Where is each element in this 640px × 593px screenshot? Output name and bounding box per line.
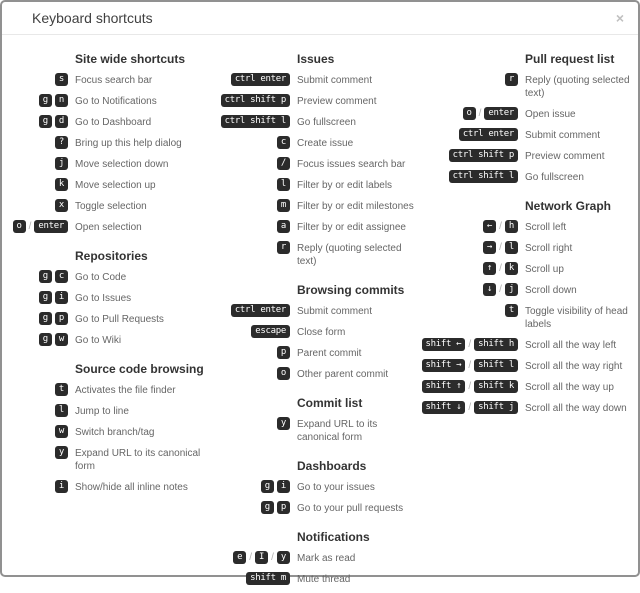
key: shift m bbox=[246, 572, 290, 585]
section-title: Site wide shortcuts bbox=[75, 52, 186, 66]
key: g bbox=[39, 333, 52, 346]
key: i bbox=[55, 480, 68, 493]
close-icon[interactable]: × bbox=[615, 10, 624, 26]
shortcut-description: Bring up this help dialog bbox=[75, 138, 182, 149]
shortcut-section bbox=[216, 530, 420, 586]
key: k bbox=[505, 262, 518, 275]
shortcut-description: Activates the file finder bbox=[75, 385, 176, 396]
key: k bbox=[55, 178, 68, 191]
shortcut-row bbox=[4, 178, 216, 192]
shortcut-section bbox=[420, 52, 638, 184]
key: shift k bbox=[474, 380, 518, 393]
shortcut-description: Reply (quoting selected text) bbox=[297, 243, 402, 267]
key-combo bbox=[216, 136, 290, 149]
key-combo bbox=[420, 338, 518, 351]
key: o bbox=[463, 107, 476, 120]
shortcut-row bbox=[216, 367, 420, 381]
key-combo bbox=[216, 304, 290, 317]
section-title: Notifications bbox=[297, 530, 370, 544]
shortcut-row bbox=[420, 283, 638, 297]
shortcut-row bbox=[4, 291, 216, 305]
key: ↓ bbox=[483, 283, 496, 296]
key-combo bbox=[4, 73, 68, 86]
section-title: Dashboards bbox=[297, 459, 367, 473]
shortcut-description: Go fullscreen bbox=[297, 117, 356, 128]
shortcut-row bbox=[216, 346, 420, 360]
shortcut-description: Other parent commit bbox=[297, 369, 389, 380]
key: ctrl enter bbox=[231, 73, 290, 86]
shortcut-description: Preview comment bbox=[525, 151, 605, 162]
shortcut-row bbox=[420, 149, 638, 163]
combo-separator: / bbox=[468, 402, 472, 413]
key-combo bbox=[216, 199, 290, 212]
key: escape bbox=[251, 325, 290, 338]
key-combo bbox=[216, 572, 290, 585]
shortcut-description: Open selection bbox=[75, 222, 142, 233]
shortcut-row bbox=[4, 480, 216, 494]
key: y bbox=[277, 551, 290, 564]
shortcut-row bbox=[216, 304, 420, 318]
key-combo bbox=[420, 304, 518, 317]
key-combo bbox=[216, 417, 290, 430]
key: d bbox=[55, 115, 68, 128]
combo-separator: / bbox=[468, 360, 472, 371]
shortcut-row bbox=[216, 480, 420, 494]
key: / bbox=[277, 157, 290, 170]
shortcut-row bbox=[420, 262, 638, 276]
key-combo bbox=[216, 178, 290, 191]
key: x bbox=[55, 199, 68, 212]
key-combo bbox=[216, 551, 290, 564]
key: o bbox=[277, 367, 290, 380]
section-title: Commit list bbox=[297, 396, 363, 410]
shortcut-row bbox=[420, 338, 638, 352]
shortcut-description: Go to Notifications bbox=[75, 96, 157, 107]
key-combo bbox=[420, 107, 518, 120]
shortcut-row bbox=[4, 73, 216, 87]
shortcut-row bbox=[216, 241, 420, 268]
key: a bbox=[277, 220, 290, 233]
key-combo bbox=[4, 333, 68, 346]
key: → bbox=[483, 241, 496, 254]
shortcut-row bbox=[420, 107, 638, 121]
key-combo bbox=[4, 383, 68, 396]
shortcut-row bbox=[216, 199, 420, 213]
key-combo bbox=[4, 270, 68, 283]
key: w bbox=[55, 333, 68, 346]
shortcut-description: Scroll right bbox=[525, 243, 573, 254]
key: shift h bbox=[474, 338, 518, 351]
shortcut-row bbox=[216, 115, 420, 129]
combo-separator: / bbox=[499, 263, 502, 274]
key: ctrl shift l bbox=[449, 170, 518, 183]
key-combo bbox=[216, 480, 290, 493]
key-combo bbox=[420, 262, 518, 275]
key-combo bbox=[420, 220, 518, 233]
key-combo bbox=[4, 157, 68, 170]
shortcut-description: Show/hide all inline notes bbox=[75, 482, 188, 493]
key: ctrl shift p bbox=[449, 149, 518, 162]
section-title: Browsing commits bbox=[297, 283, 405, 297]
shortcut-description: Go to Issues bbox=[75, 293, 132, 304]
key: y bbox=[277, 417, 290, 430]
shortcut-row bbox=[4, 333, 216, 347]
key: o bbox=[13, 220, 26, 233]
shortcut-row bbox=[420, 220, 638, 234]
key: ↑ bbox=[483, 262, 496, 275]
key: g bbox=[261, 480, 274, 493]
key: enter bbox=[34, 220, 68, 233]
key-combo bbox=[4, 115, 68, 128]
combo-separator: / bbox=[468, 381, 472, 392]
shortcut-description: Go to Wiki bbox=[75, 335, 122, 346]
key: i bbox=[277, 480, 290, 493]
key: I bbox=[255, 551, 268, 564]
key-combo bbox=[420, 73, 518, 86]
key-combo bbox=[4, 291, 68, 304]
key-combo bbox=[420, 283, 518, 296]
key-combo bbox=[4, 446, 68, 459]
shortcut-description: Jump to line bbox=[75, 406, 129, 417]
shortcut-description: Go to Dashboard bbox=[75, 117, 152, 128]
key: ? bbox=[55, 136, 68, 149]
section-title: Source code browsing bbox=[75, 362, 204, 376]
shortcut-row bbox=[216, 572, 420, 586]
key: p bbox=[277, 346, 290, 359]
shortcut-row bbox=[4, 94, 216, 108]
shortcut-row bbox=[216, 157, 420, 171]
shortcut-row bbox=[216, 136, 420, 150]
key: ← bbox=[483, 220, 496, 233]
shortcut-description: Go to your issues bbox=[297, 482, 375, 493]
shortcut-description: Toggle selection bbox=[75, 201, 147, 212]
shortcut-row bbox=[4, 157, 216, 171]
combo-separator: / bbox=[499, 221, 502, 232]
key: ctrl enter bbox=[459, 128, 518, 141]
key-combo bbox=[216, 367, 290, 380]
shortcut-description: Filter by or edit assignee bbox=[297, 222, 406, 233]
key-combo bbox=[216, 346, 290, 359]
shortcut-description: Switch branch/tag bbox=[75, 427, 155, 438]
key: c bbox=[277, 136, 290, 149]
shortcut-section bbox=[4, 362, 216, 494]
shortcut-row bbox=[4, 115, 216, 129]
shortcut-description: Mute thread bbox=[297, 574, 351, 585]
key: shift j bbox=[474, 401, 518, 414]
key: shift ← bbox=[422, 338, 466, 351]
shortcut-row bbox=[216, 220, 420, 234]
key-combo bbox=[420, 359, 518, 372]
shortcut-row bbox=[4, 383, 216, 397]
key-combo bbox=[420, 241, 518, 254]
shortcut-section bbox=[4, 249, 216, 347]
shortcut-description: Scroll all the way left bbox=[525, 340, 617, 351]
section-title: Network Graph bbox=[525, 199, 612, 213]
shortcut-row bbox=[4, 220, 216, 234]
shortcut-description: Scroll up bbox=[525, 264, 564, 275]
key-combo bbox=[4, 136, 68, 149]
shortcut-section bbox=[4, 52, 216, 234]
key-combo bbox=[420, 170, 518, 183]
shortcut-description: Filter by or edit labels bbox=[297, 180, 393, 191]
key-combo bbox=[216, 115, 290, 128]
key: ctrl shift p bbox=[221, 94, 290, 107]
shortcut-description: Scroll left bbox=[525, 222, 567, 233]
key: c bbox=[55, 270, 68, 283]
combo-separator: / bbox=[478, 108, 482, 119]
key: l bbox=[55, 404, 68, 417]
shortcut-description: Scroll down bbox=[525, 285, 577, 296]
shortcut-description: Go to Code bbox=[75, 272, 127, 283]
key: shift l bbox=[474, 359, 518, 372]
dialog-body bbox=[2, 35, 638, 593]
key-combo bbox=[4, 312, 68, 325]
combo-separator: / bbox=[249, 552, 252, 563]
key: s bbox=[55, 73, 68, 86]
key: n bbox=[55, 94, 68, 107]
key: t bbox=[55, 383, 68, 396]
key-combo bbox=[216, 241, 290, 254]
key: p bbox=[277, 501, 290, 514]
key-combo bbox=[4, 178, 68, 191]
key: shift → bbox=[422, 359, 466, 372]
shortcut-description: Submit comment bbox=[525, 130, 601, 141]
key-combo bbox=[216, 220, 290, 233]
shortcut-description: Close form bbox=[297, 327, 346, 338]
section-title: Repositories bbox=[75, 249, 148, 263]
key: e bbox=[233, 551, 246, 564]
shortcut-row bbox=[420, 128, 638, 142]
key: j bbox=[55, 157, 68, 170]
key-combo bbox=[4, 480, 68, 493]
shortcuts-column-left bbox=[4, 52, 216, 593]
shortcut-row bbox=[4, 446, 216, 473]
shortcut-description: Filter by or edit milestones bbox=[297, 201, 414, 212]
key: p bbox=[55, 312, 68, 325]
key: ctrl enter bbox=[231, 304, 290, 317]
shortcut-row bbox=[216, 501, 420, 515]
key: g bbox=[39, 94, 52, 107]
key: l bbox=[277, 178, 290, 191]
section-title: Issues bbox=[297, 52, 335, 66]
shortcut-section bbox=[216, 459, 420, 515]
shortcut-row bbox=[216, 73, 420, 87]
shortcut-description: Scroll all the way right bbox=[525, 361, 623, 372]
shortcut-description: Go to Pull Requests bbox=[75, 314, 164, 325]
key: y bbox=[55, 446, 68, 459]
key-combo bbox=[216, 157, 290, 170]
key-combo bbox=[216, 501, 290, 514]
key: g bbox=[39, 312, 52, 325]
key-combo bbox=[4, 220, 68, 233]
key-combo bbox=[216, 325, 290, 338]
combo-separator: / bbox=[499, 242, 502, 253]
key-combo bbox=[420, 380, 518, 393]
key-combo bbox=[4, 94, 68, 107]
shortcuts-column-right bbox=[420, 52, 638, 593]
shortcut-row bbox=[4, 136, 216, 150]
shortcut-section bbox=[216, 283, 420, 381]
shortcut-description: Focus search bar bbox=[75, 75, 153, 86]
key-combo bbox=[420, 128, 518, 141]
shortcut-row bbox=[4, 312, 216, 326]
dialog-title: Keyboard shortcuts bbox=[32, 10, 153, 26]
shortcut-row bbox=[420, 73, 638, 100]
key: j bbox=[505, 283, 518, 296]
combo-separator: / bbox=[468, 339, 472, 350]
shortcut-description: Submit comment bbox=[297, 75, 373, 86]
shortcut-description: Expand URL to its canonical form bbox=[297, 419, 378, 443]
shortcut-row bbox=[420, 359, 638, 373]
shortcut-row bbox=[420, 380, 638, 394]
shortcut-row bbox=[216, 551, 420, 565]
shortcut-description: Create issue bbox=[297, 138, 354, 149]
shortcut-section bbox=[216, 52, 420, 268]
shortcut-row bbox=[216, 94, 420, 108]
shortcut-row bbox=[4, 270, 216, 284]
key: w bbox=[55, 425, 68, 438]
key: r bbox=[505, 73, 518, 86]
key: shift ↑ bbox=[422, 380, 466, 393]
key-combo bbox=[216, 73, 290, 86]
shortcut-description: Open issue bbox=[525, 109, 576, 120]
key: g bbox=[39, 115, 52, 128]
shortcut-row bbox=[420, 304, 638, 331]
shortcut-description: Scroll all the way up bbox=[525, 382, 614, 393]
key: i bbox=[55, 291, 68, 304]
key: enter bbox=[484, 107, 518, 120]
key-combo bbox=[4, 404, 68, 417]
shortcut-description: Move selection down bbox=[75, 159, 169, 170]
key-combo bbox=[216, 94, 290, 107]
shortcut-description: Toggle visibility of head labels bbox=[525, 306, 628, 330]
shortcut-description: Move selection up bbox=[75, 180, 156, 191]
shortcut-row bbox=[420, 401, 638, 415]
key-combo bbox=[420, 149, 518, 162]
shortcut-row bbox=[216, 417, 420, 444]
shortcut-description: Go to your pull requests bbox=[297, 503, 404, 514]
combo-separator: / bbox=[499, 284, 502, 295]
shortcut-description: Focus issues search bar bbox=[297, 159, 406, 170]
key: shift ↓ bbox=[422, 401, 466, 414]
shortcut-row bbox=[4, 425, 216, 439]
shortcut-row bbox=[4, 404, 216, 418]
shortcut-row bbox=[216, 178, 420, 192]
shortcut-section bbox=[420, 199, 638, 415]
shortcut-description: Reply (quoting selected text) bbox=[525, 75, 630, 99]
key-combo bbox=[4, 199, 68, 212]
key: g bbox=[39, 291, 52, 304]
shortcut-row bbox=[4, 199, 216, 213]
key: g bbox=[39, 270, 52, 283]
shortcut-description: Parent commit bbox=[297, 348, 362, 359]
shortcut-description: Mark as read bbox=[297, 553, 356, 564]
shortcut-description: Expand URL to its canonical form bbox=[75, 448, 201, 472]
combo-separator: / bbox=[28, 221, 32, 232]
shortcut-row bbox=[420, 170, 638, 184]
shortcut-row bbox=[420, 241, 638, 255]
key: h bbox=[505, 220, 518, 233]
shortcuts-column-middle bbox=[216, 52, 420, 593]
combo-separator: / bbox=[271, 552, 274, 563]
shortcut-description: Preview comment bbox=[297, 96, 377, 107]
key: m bbox=[277, 199, 290, 212]
shortcut-description: Scroll all the way down bbox=[525, 403, 627, 414]
shortcut-row bbox=[216, 325, 420, 339]
key: t bbox=[505, 304, 518, 317]
section-title: Pull request list bbox=[525, 52, 615, 66]
shortcut-description: Go fullscreen bbox=[525, 172, 584, 183]
key: ctrl shift l bbox=[221, 115, 290, 128]
key: l bbox=[505, 241, 518, 254]
key-combo bbox=[420, 401, 518, 414]
key-combo bbox=[4, 425, 68, 438]
key: g bbox=[261, 501, 274, 514]
dialog-header bbox=[2, 2, 638, 35]
shortcut-section bbox=[216, 396, 420, 444]
key: r bbox=[277, 241, 290, 254]
shortcut-description: Submit comment bbox=[297, 306, 373, 317]
